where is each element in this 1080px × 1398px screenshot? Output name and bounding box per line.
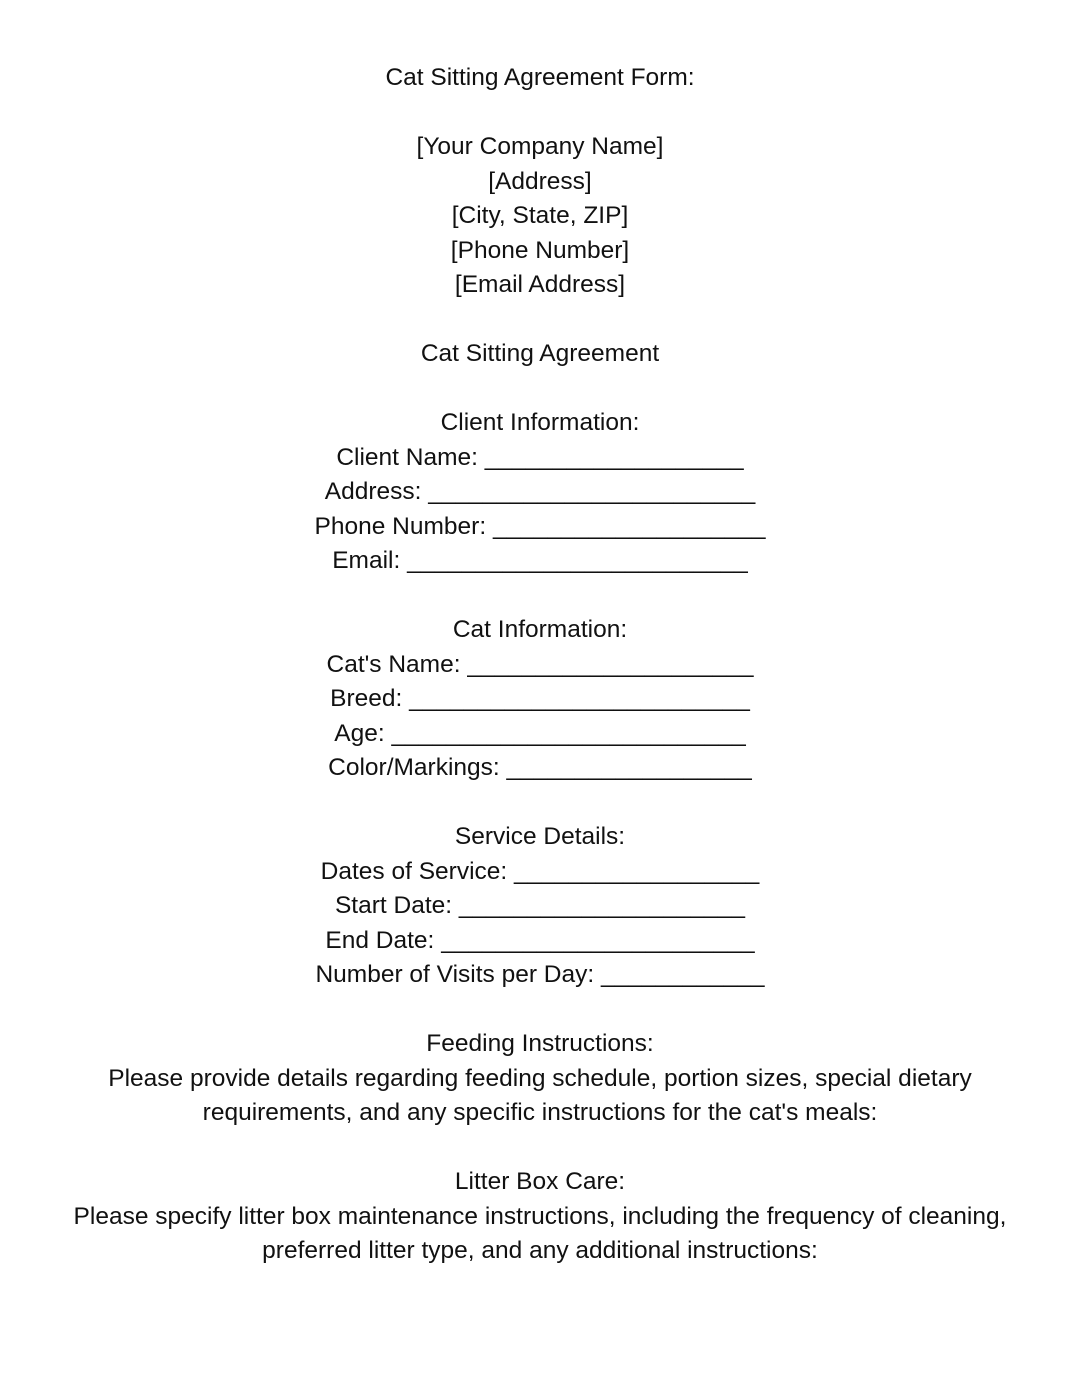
client-email-field[interactable] [0, 544, 1080, 579]
field-label: Client Name: [336, 443, 478, 471]
field-blank[interactable]: _____________________ [467, 650, 754, 678]
section-heading: Feeding Instructions: [426, 1030, 654, 1057]
field-label: Cat's Name: [326, 650, 461, 678]
field-label: Phone Number: [314, 512, 487, 540]
section-heading: Service Details: [454, 823, 626, 850]
field-label: Address: [324, 478, 422, 505]
field-blank[interactable]: ____________ [600, 961, 765, 988]
dates-of-service-field[interactable] [0, 855, 1080, 890]
field-blank[interactable]: ____________________ [492, 512, 766, 540]
company-phone: [Phone Number] [450, 236, 630, 264]
agreement-document [0, 61, 1080, 1269]
form-title: Cat Sitting Agreement Form: [385, 64, 695, 91]
cat-age-field[interactable] [0, 717, 1080, 752]
section-heading: Cat Information: [452, 616, 628, 643]
field-label: Age: [334, 719, 385, 747]
client-name-field[interactable] [0, 441, 1080, 476]
spacer [0, 96, 1080, 131]
client-phone-field[interactable] [0, 510, 1080, 545]
field-blank[interactable]: _________________________ [409, 685, 750, 712]
section-heading: Litter Box Care: [454, 1168, 626, 1195]
end-date-field[interactable] [0, 924, 1080, 959]
company-name: [Your Company Name] [416, 133, 664, 160]
start-date-field[interactable] [0, 889, 1080, 924]
service-details-section [0, 820, 1080, 993]
feeding-instructions-section [0, 1027, 1080, 1131]
field-blank[interactable]: ________________________ [428, 478, 756, 505]
client-address-field[interactable] [0, 475, 1080, 510]
visits-per-day-field[interactable] [0, 958, 1080, 993]
field-blank[interactable]: _____________________ [458, 892, 746, 919]
field-label: Dates of Service: [320, 857, 508, 885]
field-blank[interactable]: ___________________ [484, 443, 744, 471]
paragraph-line: Please provide details regarding feeding schedule, portion sizes, special dietary [108, 1064, 972, 1092]
company-email: [Email Address] [454, 271, 626, 298]
section-heading: Client Information: [440, 409, 640, 436]
field-label: End Date: [325, 926, 435, 954]
spacer [0, 579, 1080, 614]
spacer [0, 993, 1080, 1028]
field-blank[interactable]: _________________________ [407, 547, 748, 574]
company-address: [Address] [488, 167, 592, 195]
field-label: Breed: [330, 685, 403, 712]
cat-breed-field[interactable] [0, 682, 1080, 717]
cat-information-section [0, 613, 1080, 786]
agreement-subtitle: Cat Sitting Agreement [420, 340, 660, 367]
cat-color-field[interactable] [0, 751, 1080, 786]
spacer [0, 786, 1080, 821]
spacer [0, 372, 1080, 407]
field-label: Color/Markings: [328, 754, 500, 781]
spacer [0, 1131, 1080, 1166]
field-label: Start Date: [334, 892, 453, 919]
field-blank[interactable]: __________________ [514, 857, 760, 885]
company-city-state-zip: [City, State, ZIP] [451, 202, 629, 229]
field-blank[interactable]: __________________ [506, 754, 752, 781]
spacer [0, 303, 1080, 338]
field-blank[interactable]: _______________________ [441, 926, 755, 954]
paragraph-line: Please specify litter box maintenance instructions, including the frequency of cleaning, [73, 1202, 1007, 1230]
paragraph-line: requirements, and any specific instructions for the cat's meals: [202, 1099, 878, 1126]
paragraph-line: preferred litter type, and any additional instructions: [262, 1237, 818, 1264]
field-blank[interactable]: __________________________ [391, 719, 746, 747]
cat-name-field[interactable] [0, 648, 1080, 683]
field-label: Email: [332, 547, 401, 574]
client-information-section [0, 406, 1080, 579]
field-label: Number of Visits per Day: [315, 961, 595, 988]
litter-box-care-section [0, 1165, 1080, 1269]
